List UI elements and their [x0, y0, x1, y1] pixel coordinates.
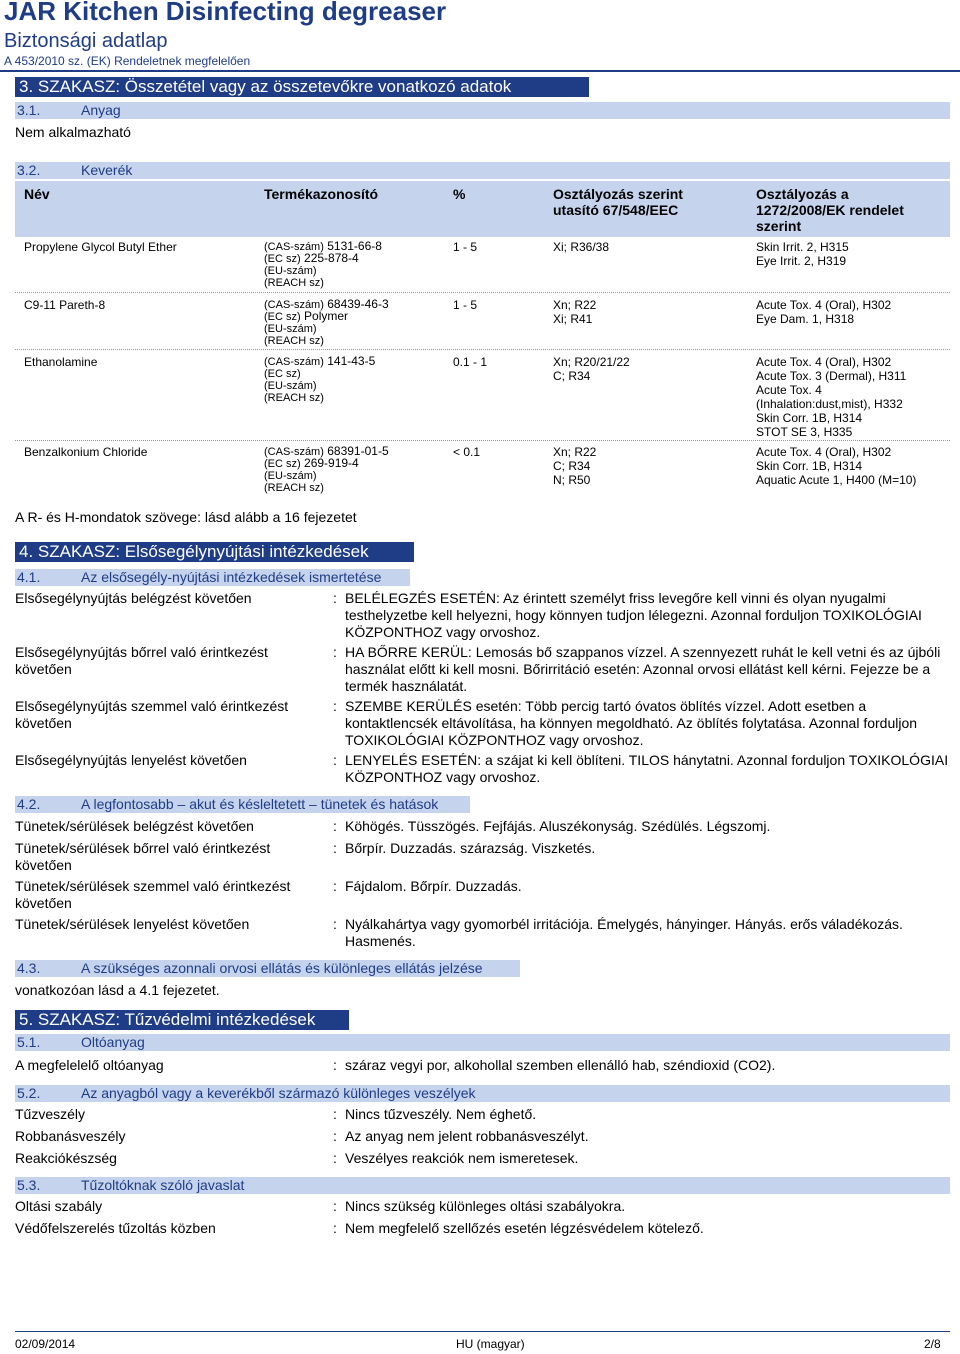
- symptom-value: Nyálkahártya vagy gyomorbél irritációja. Émelygés, hányinger. Hányás. erős váladékozás. Hasmenés.: [345, 916, 903, 949]
- classification-dsd: N; R50: [553, 473, 591, 487]
- hazard-value: Az anyag nem jelent robbanásveszélyt.: [345, 1128, 589, 1144]
- header-classification-67-548: Osztályozás szerint utasító 67/548/EEC: [553, 186, 683, 218]
- subsection-title: A szükséges azonnali orvosi ellátás és különleges ellátás jelzése: [81, 960, 483, 976]
- footer-page-number: 2/8: [924, 1337, 941, 1351]
- subsection-4-1-heading: [15, 569, 410, 586]
- identifier-line: [264, 334, 444, 347]
- subsection-number: 3.2.: [17, 162, 41, 178]
- identifier-label: (REACH sz): [264, 482, 324, 494]
- hazard-label: Reakciókészség: [15, 1150, 117, 1166]
- subsection-number: 5.1.: [17, 1034, 41, 1050]
- identifier-value: 5131-66-8: [327, 239, 382, 253]
- document-title: JAR Kitchen Disinfecting degreaser: [4, 0, 447, 26]
- subsection-3-1-heading: [15, 102, 950, 119]
- concentration: 1 - 5: [453, 240, 478, 254]
- subsection-title: Keverék: [81, 162, 133, 178]
- identifier-label: (CAS-szám): [264, 356, 324, 368]
- component-name: Ethanolamine: [24, 355, 98, 369]
- subsection-number: 5.2.: [17, 1085, 41, 1101]
- classification-dsd: Xn; R22: [553, 298, 597, 312]
- advice-label: Oltási szabály: [15, 1198, 103, 1214]
- classification-clp: Skin Corr. 1B, H314: [756, 459, 863, 473]
- identifier-label: (REACH sz): [264, 277, 324, 289]
- header-name: Név: [24, 186, 50, 202]
- section-5-heading: 5. SZAKASZ: Tűzvédelmi intézkedések: [15, 1010, 349, 1030]
- header-divider: [0, 70, 960, 72]
- identifier-label: (REACH sz): [264, 392, 324, 404]
- symptom-label: Tünetek/sérülések belégzést követően: [15, 818, 254, 834]
- subsection-number: 5.3.: [17, 1177, 41, 1193]
- concentration: < 0.1: [453, 445, 481, 459]
- classification-dsd: Xi; R41: [553, 312, 593, 326]
- subsection-number: 4.3.: [17, 960, 41, 976]
- medical-attention-text: vonatkozóan lásd a 4.1 fejezetet.: [15, 982, 220, 998]
- identifier-label: (CAS-szám): [264, 446, 324, 458]
- subsection-5-3-heading: [15, 1177, 950, 1194]
- subsection-title: Az anyagból vagy a keverékből származó különleges veszélyek: [81, 1085, 476, 1101]
- subsection-title: Az elsősegély-nyújtási intézkedések ismertetése: [81, 569, 382, 585]
- subsection-4-2-heading: [15, 796, 470, 813]
- header-percent: %: [453, 186, 466, 202]
- section-3-heading: 3. SZAKASZ: Összetétel vagy az összetevőkre vonatkozó adatok: [15, 77, 589, 97]
- classification-clp: Aquatic Acute 1, H400 (M=10): [756, 473, 917, 487]
- identifier-value: 68391-01-5: [327, 444, 389, 458]
- first-aid-value: HA BŐRRE KERÜL: Lemosás bő szappanos vízzel. A szennyezett ruhát le kell vetni és az újbóli használat előtt ki kell mosni. Bőrirritáció esetén: Azonnal orvosi ellátást kell kérni. Fejezze be a termék használatát.: [345, 644, 941, 694]
- first-aid-value: BELÉLEGZÉS ESETÉN: Az érintett személyt friss levegőre kell vinni és olyan nyugalmi testhelyzetbe kell helyezni, hogy könnyen tudjon lélegezni. Azonnal forduljon TOXIKOLÓGIAI KÖZPONTHOZ vagy orvoshoz.: [345, 590, 922, 640]
- colon: :: [333, 590, 337, 606]
- header-identifier: Termékazonosító: [264, 186, 379, 202]
- classification-clp: Skin Corr. 1B, H314: [756, 411, 863, 425]
- colon: :: [333, 752, 337, 768]
- classification-clp: Acute Tox. 4 (Oral), H302: [756, 355, 892, 369]
- symptom-label: Tünetek/sérülések szemmel való érintkezést követően: [15, 878, 291, 911]
- regulation-note: A 453/2010 sz. (EK) Rendeletnek megfelelően: [4, 54, 251, 68]
- symptom-label: Tünetek/sérülések lenyelést követően: [15, 916, 250, 932]
- symptom-value: Köhögés. Tüsszögés. Fejfájás. Aluszékonyság. Szédülés. Légszomj.: [345, 818, 771, 834]
- footer-language: HU (magyar): [456, 1337, 525, 1351]
- row-separator: [15, 349, 950, 350]
- first-aid-value: SZEMBE KERÜLÉS esetén: Több percig tartó óvatos öblítés vízzel. Adott esetben a kontaktlencsék eltávolítása, ha könnyen megoldható. Az öblítés folytatása. Azonnal forduljon TOXIKOLÓGIAI KÖZPONTHOZ vagy orvoshoz.: [345, 698, 918, 748]
- colon: :: [333, 644, 337, 660]
- colon: :: [333, 916, 337, 932]
- first-aid-value: LENYELÉS ESETÉN: a szájat ki kell öblíteni. TILOS hánytatni. Azonnal forduljon TOXIKOLÓGIAI KÖZPONTHOZ vagy orvoshoz.: [345, 752, 949, 785]
- identifier-label: (EC sz): [264, 368, 301, 380]
- identifier-value: 269-919-4: [304, 456, 359, 470]
- header-classification-1272-2008: Osztályozás a 1272/2008/EK rendelet szerint: [756, 186, 904, 234]
- classification-dsd: C; R34: [553, 459, 591, 473]
- extinguishing-media-value: száraz vegyi por, alkohollal szemben ellenálló hab, széndioxid (CO2).: [345, 1057, 776, 1073]
- identifier-label: (CAS-szám): [264, 299, 324, 311]
- advice-value: Nincs szükség különleges oltási szabályokra.: [345, 1198, 626, 1214]
- substance-text: Nem alkalmazható: [15, 124, 131, 140]
- footer-date: 02/09/2014: [15, 1337, 76, 1351]
- r-h-phrases-note: A R- és H-mondatok szövege: lásd alább a 16 fejezetet: [15, 509, 357, 525]
- colon: :: [333, 1057, 337, 1073]
- identifier-line: [264, 481, 444, 494]
- classification-dsd: C; R34: [553, 369, 591, 383]
- classification-clp: Acute Tox. 3 (Dermal), H311: [756, 369, 907, 383]
- classification-dsd: Xn; R22: [553, 445, 597, 459]
- first-aid-label: Elsősegélynyújtás szemmel való érintkezést követően: [15, 698, 289, 731]
- identifier-label: (REACH sz): [264, 335, 324, 347]
- colon: :: [333, 1128, 337, 1144]
- concentration: 0.1 - 1: [453, 355, 488, 369]
- symptom-value: Bőrpír. Duzzadás. szárazság. Viszketés.: [345, 840, 596, 856]
- row-separator: [15, 292, 950, 293]
- subsection-title: Tűzoltóknak szóló javaslat: [81, 1177, 245, 1193]
- component-name: C9-11 Pareth-8: [24, 298, 106, 312]
- symptom-label: Tünetek/sérülések bőrrel való érintkezést követően: [15, 840, 271, 873]
- first-aid-label: Elsősegélynyújtás belégzést követően: [15, 590, 252, 606]
- hazard-label: Tűzveszély: [15, 1106, 86, 1122]
- classification-clp: (Inhalation:dust,mist), H332: [756, 397, 903, 411]
- classification-clp: STOT SE 3, H335: [756, 425, 853, 439]
- identifier-label: (EC sz): [264, 253, 301, 265]
- section-4-heading: 4. SZAKASZ: Elsősegélynyújtási intézkedések: [15, 542, 414, 562]
- identifier-value: 141-43-5: [327, 354, 376, 368]
- identifier-label: (EC sz): [264, 311, 301, 323]
- identifier-label: (CAS-szám): [264, 241, 324, 253]
- identifier-line: [264, 276, 444, 289]
- symptom-value: Fájdalom. Bőrpír. Duzzadás.: [345, 878, 522, 894]
- classification-dsd: Xn; R20/21/22: [553, 355, 630, 369]
- first-aid-label: Elsősegélynyújtás lenyelést követően: [15, 752, 247, 768]
- extinguishing-media-label: A megfelelelő oltóanyag: [15, 1057, 164, 1073]
- colon: :: [333, 1220, 337, 1236]
- colon: :: [333, 1150, 337, 1166]
- subsection-title: A legfontosabb – akut és késleltetett – tünetek és hatások: [81, 796, 439, 812]
- component-name: Propylene Glycol Butyl Ether: [24, 240, 177, 254]
- colon: :: [333, 1106, 337, 1122]
- hazard-value: Nincs tűzveszély. Nem éghető.: [345, 1106, 537, 1122]
- identifier-value: Polymer: [304, 309, 349, 323]
- subsection-number: 4.2.: [17, 796, 41, 812]
- advice-label: Védőfelszerelés tűzoltás közben: [15, 1220, 216, 1236]
- classification-clp: Eye Irrit. 2, H319: [756, 254, 847, 268]
- colon: :: [333, 698, 337, 714]
- classification-clp: Skin Irrit. 2, H315: [756, 240, 849, 254]
- identifier-label: (EC sz): [264, 458, 301, 470]
- subsection-4-3-heading: [15, 960, 520, 977]
- row-separator: [15, 440, 950, 441]
- colon: :: [333, 878, 337, 894]
- subsection-title: Oltóanyag: [81, 1034, 145, 1050]
- classification-clp: Eye Dam. 1, H318: [756, 312, 855, 326]
- component-name: Benzalkonium Chloride: [24, 445, 148, 459]
- identifier-value: 68439-46-3: [327, 297, 389, 311]
- identifier-label: (EU-szám): [264, 265, 317, 277]
- colon: :: [333, 840, 337, 856]
- subsection-5-2-heading: [15, 1085, 950, 1102]
- concentration: 1 - 5: [453, 298, 478, 312]
- document-type: Biztonsági adatlap: [4, 30, 168, 52]
- classification-clp: Acute Tox. 4 (Oral), H302: [756, 445, 892, 459]
- hazard-value: Veszélyes reakciók nem ismeretesek.: [345, 1150, 579, 1166]
- classification-clp: Acute Tox. 4: [756, 383, 822, 397]
- classification-clp: Acute Tox. 4 (Oral), H302: [756, 298, 892, 312]
- identifier-label: (EU-szám): [264, 380, 317, 392]
- identifier-label: (EU-szám): [264, 470, 317, 482]
- identifier-line: [264, 391, 444, 404]
- colon: :: [333, 818, 337, 834]
- colon: :: [333, 1198, 337, 1214]
- identifier-value: 225-878-4: [304, 251, 359, 265]
- subsection-number: 4.1.: [17, 569, 41, 585]
- subsection-title: Anyag: [81, 102, 121, 118]
- advice-value: Nem megfelelő szellőzés esetén légzésvédelem kötelező.: [345, 1220, 704, 1236]
- subsection-5-1-heading: [15, 1034, 950, 1051]
- hazard-label: Robbanásveszély: [15, 1128, 126, 1144]
- subsection-number: 3.1.: [17, 102, 41, 118]
- subsection-3-2-heading: [15, 162, 950, 179]
- first-aid-label: Elsősegélynyújtás bőrrel való érintkezést követően: [15, 644, 268, 677]
- footer-divider: [15, 1331, 950, 1332]
- identifier-label: (EU-szám): [264, 323, 317, 335]
- classification-dsd: Xi; R36/38: [553, 240, 610, 254]
